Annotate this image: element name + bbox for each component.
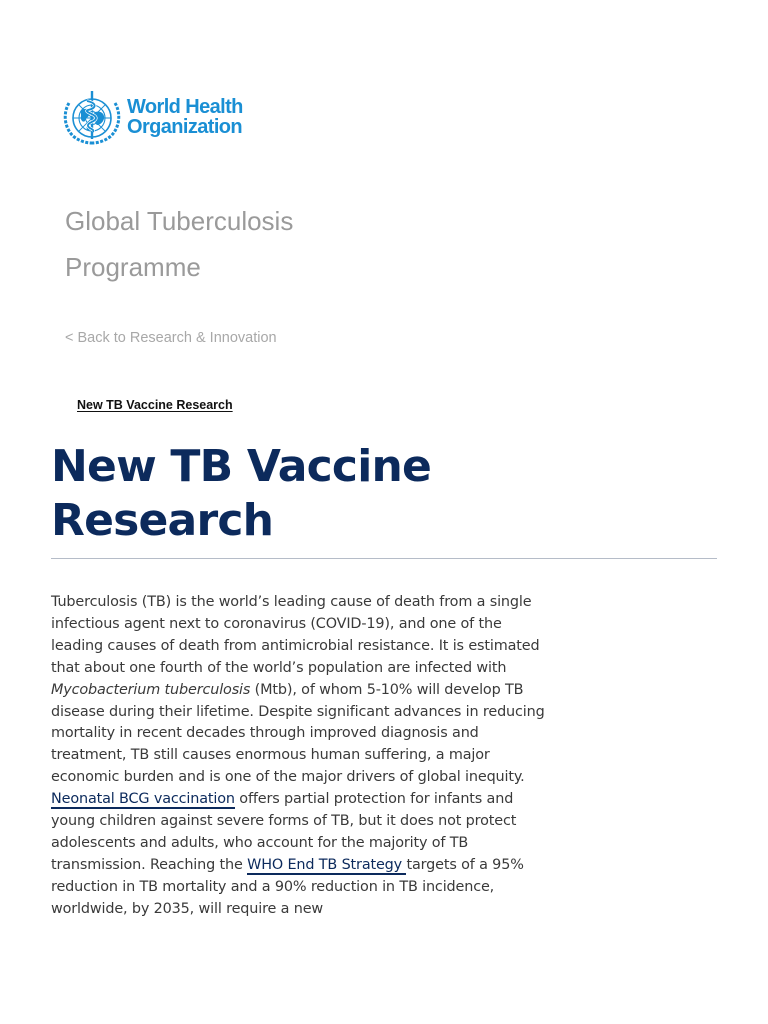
who-emblem-icon bbox=[59, 89, 125, 145]
logo-line-1: World Health bbox=[127, 96, 243, 118]
intro-text-1: Tuberculosis (TB) is the world’s leading cause of death from a single infectious agent next to coronavirus (COVID-19), and one of the leading causes of death from antimicrobial resistance. It is estimated that about one fourth of the world’s population are infected with bbox=[51, 594, 540, 676]
intro-paragraph bbox=[51, 592, 551, 921]
who-logo[interactable] bbox=[59, 89, 243, 145]
programme-title-line-2: Programme bbox=[65, 252, 201, 282]
page-title bbox=[51, 440, 551, 548]
bcg-vaccination-link[interactable]: Neonatal BCG vaccination bbox=[51, 791, 235, 808]
logo-line-2: Organization bbox=[127, 116, 243, 138]
programme-title bbox=[65, 198, 293, 290]
intro-text-3: offers partial protection for infants and young children against severe forms of TB, but it does not protect adolescents and adults, who account for the majority of TB transmission. Reaching the bbox=[51, 791, 517, 873]
intro-text-2: (Mtb), of whom 5-10% will develop TB disease during their lifetime. Despite significant advances in reducing mortality in recent decades through improved diagnosis and treatment, TB still causes enormous human suffering, a major economic burden and is one of the major drivers of global inequity. bbox=[51, 681, 545, 786]
who-wordmark bbox=[127, 97, 243, 137]
title-divider bbox=[51, 558, 717, 559]
species-name: Mycobacterium tuberculosis bbox=[51, 681, 251, 698]
end-tb-strategy-link[interactable]: WHO End TB Strategy bbox=[247, 856, 407, 873]
page-title-line-2: Research bbox=[51, 495, 274, 546]
breadcrumb-current[interactable]: New TB Vaccine Research bbox=[77, 398, 233, 412]
page-title-line-1: New TB Vaccine bbox=[51, 441, 432, 492]
back-to-research-link[interactable]: < Back to Research & Innovation bbox=[65, 330, 277, 346]
programme-title-line-1: Global Tuberculosis bbox=[65, 206, 294, 236]
intro-text-4: targets of a 95% reduction in TB mortality and a 90% reduction in TB incidence, worldwide, by 2035, will require a new bbox=[51, 856, 524, 917]
